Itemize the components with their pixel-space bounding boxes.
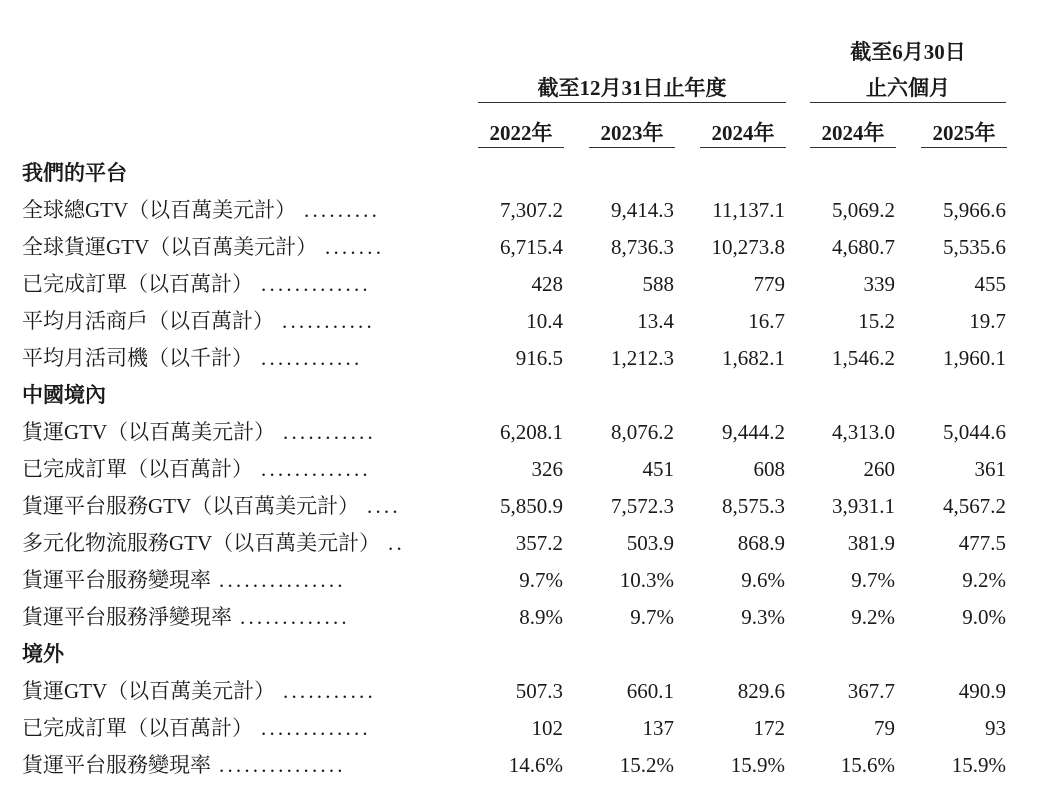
value-cell: 15.9% bbox=[951, 753, 1006, 777]
leader-dots: ....... bbox=[325, 235, 385, 259]
value-cell: 9.3% bbox=[741, 605, 785, 629]
value-cell: 19.7 bbox=[969, 309, 1006, 333]
value-cell: 8,076.2 bbox=[611, 420, 674, 444]
year-header-2023: 2023年 bbox=[600, 121, 664, 145]
value-cell: 10.4 bbox=[526, 309, 563, 333]
section-title: 中國境內 bbox=[22, 383, 106, 407]
value-cell: 15.2 bbox=[858, 309, 895, 333]
leader-dots: ............. bbox=[261, 716, 371, 740]
value-cell: 455 bbox=[974, 272, 1006, 296]
leader-dots: ............... bbox=[219, 568, 346, 592]
leader-dots: ............ bbox=[261, 346, 363, 370]
leader-dots: .... bbox=[367, 494, 401, 518]
value-cell: 9.0% bbox=[962, 605, 1006, 629]
value-cell: 477.5 bbox=[958, 531, 1006, 555]
table-row bbox=[0, 565, 1041, 602]
value-cell: 14.6% bbox=[508, 753, 563, 777]
value-cell: 5,850.9 bbox=[500, 494, 563, 518]
value-cell: 137 bbox=[642, 716, 674, 740]
table-row bbox=[0, 195, 1041, 232]
table-row bbox=[0, 713, 1041, 750]
value-cell: 779 bbox=[753, 272, 785, 296]
value-cell: 260 bbox=[863, 457, 895, 481]
row-label: 已完成訂單（以百萬計） bbox=[22, 457, 253, 481]
year-rule-2025-half bbox=[921, 147, 1007, 148]
value-cell: 10,273.8 bbox=[711, 235, 785, 259]
table-row bbox=[0, 417, 1041, 454]
value-cell: 367.7 bbox=[847, 679, 895, 703]
value-cell: 507.3 bbox=[515, 679, 563, 703]
row-label: 貨運平台服務變現率 bbox=[22, 753, 211, 777]
leader-dots: ............. bbox=[261, 272, 371, 296]
value-cell: 11,137.1 bbox=[712, 198, 785, 222]
value-cell: 13.4 bbox=[637, 309, 674, 333]
row-label: 全球貨運GTV（以百萬美元計） bbox=[22, 235, 318, 259]
value-cell: 381.9 bbox=[847, 531, 895, 555]
table-row bbox=[0, 602, 1041, 639]
value-cell: 829.6 bbox=[737, 679, 785, 703]
row-label: 已完成訂單（以百萬計） bbox=[22, 272, 253, 296]
year-rule-2023 bbox=[589, 147, 675, 148]
year-rule-2024-half bbox=[810, 147, 896, 148]
year-rule-2022 bbox=[478, 147, 564, 148]
value-cell: 361 bbox=[974, 457, 1006, 481]
value-cell: 4,567.2 bbox=[943, 494, 1006, 518]
half-year-header-rule bbox=[810, 102, 1006, 103]
half-year-period-heading-line2: 止六個月 bbox=[866, 76, 950, 100]
table-row bbox=[0, 528, 1041, 565]
section-title: 境外 bbox=[22, 642, 64, 666]
table-row bbox=[0, 491, 1041, 528]
table-row bbox=[0, 343, 1041, 380]
leader-dots: .. bbox=[388, 531, 405, 555]
value-cell: 916.5 bbox=[515, 346, 563, 370]
value-cell: 10.3% bbox=[619, 568, 674, 592]
section-header-row bbox=[0, 639, 1041, 676]
value-cell: 8,575.3 bbox=[722, 494, 785, 518]
year-header-2022: 2022年 bbox=[489, 121, 553, 145]
row-label: 貨運平台服務淨變現率 bbox=[22, 605, 232, 629]
leader-dots: ......... bbox=[304, 198, 381, 222]
row-label: 多元化物流服務GTV（以百萬美元計） bbox=[22, 531, 381, 555]
row-label: 全球總GTV（以百萬美元計） bbox=[22, 198, 297, 222]
value-cell: 93 bbox=[985, 716, 1006, 740]
value-cell: 1,546.2 bbox=[832, 346, 895, 370]
row-label: 貨運平台服務變現率 bbox=[22, 568, 211, 592]
leader-dots: ........... bbox=[282, 309, 375, 333]
value-cell: 9,444.2 bbox=[722, 420, 785, 444]
value-cell: 79 bbox=[874, 716, 895, 740]
section-header-row bbox=[0, 158, 1041, 195]
row-label: 平均月活商戶（以百萬計） bbox=[22, 309, 274, 333]
value-cell: 9.2% bbox=[962, 568, 1006, 592]
value-cell: 7,572.3 bbox=[611, 494, 674, 518]
value-cell: 1,960.1 bbox=[943, 346, 1006, 370]
value-cell: 503.9 bbox=[626, 531, 674, 555]
value-cell: 8,736.3 bbox=[611, 235, 674, 259]
table-row bbox=[0, 750, 1041, 787]
value-cell: 9.2% bbox=[851, 605, 895, 629]
full-year-header-rule bbox=[478, 102, 786, 103]
leader-dots: ............... bbox=[219, 753, 346, 777]
value-cell: 4,680.7 bbox=[832, 235, 895, 259]
leader-dots: ............. bbox=[240, 605, 350, 629]
leader-dots: ........... bbox=[283, 679, 376, 703]
value-cell: 16.7 bbox=[748, 309, 785, 333]
value-cell: 9.7% bbox=[519, 568, 563, 592]
value-cell: 7,307.2 bbox=[500, 198, 563, 222]
value-cell: 3,931.1 bbox=[832, 494, 895, 518]
leader-dots: ............. bbox=[261, 457, 371, 481]
value-cell: 6,208.1 bbox=[500, 420, 563, 444]
value-cell: 428 bbox=[531, 272, 563, 296]
value-cell: 357.2 bbox=[515, 531, 563, 555]
value-cell: 15.6% bbox=[840, 753, 895, 777]
value-cell: 5,535.6 bbox=[943, 235, 1006, 259]
value-cell: 1,682.1 bbox=[722, 346, 785, 370]
value-cell: 102 bbox=[531, 716, 563, 740]
value-cell: 4,313.0 bbox=[832, 420, 895, 444]
year-header-2024: 2024年 bbox=[711, 121, 775, 145]
table-row bbox=[0, 454, 1041, 491]
year-rule-2024 bbox=[700, 147, 786, 148]
section-title: 我們的平台 bbox=[22, 161, 127, 185]
year-header-2025-half: 2025年 bbox=[932, 121, 996, 145]
value-cell: 172 bbox=[753, 716, 785, 740]
half-year-period-heading-line1: 截至6月30日 bbox=[850, 40, 966, 64]
row-label: 平均月活司機（以千計） bbox=[22, 346, 253, 370]
value-cell: 8.9% bbox=[519, 605, 563, 629]
row-label: 已完成訂單（以百萬計） bbox=[22, 716, 253, 740]
leader-dots: ........... bbox=[283, 420, 376, 444]
value-cell: 5,966.6 bbox=[943, 198, 1006, 222]
value-cell: 9.6% bbox=[741, 568, 785, 592]
value-cell: 451 bbox=[642, 457, 674, 481]
value-cell: 660.1 bbox=[626, 679, 674, 703]
full-year-period-heading: 截至12月31日止年度 bbox=[537, 76, 727, 100]
table-row bbox=[0, 232, 1041, 269]
value-cell: 868.9 bbox=[737, 531, 785, 555]
value-cell: 15.9% bbox=[730, 753, 785, 777]
value-cell: 339 bbox=[863, 272, 895, 296]
value-cell: 15.2% bbox=[619, 753, 674, 777]
table-row bbox=[0, 676, 1041, 713]
table-row bbox=[0, 306, 1041, 343]
row-label: 貨運GTV（以百萬美元計） bbox=[22, 420, 276, 444]
value-cell: 326 bbox=[531, 457, 563, 481]
value-cell: 9.7% bbox=[630, 605, 674, 629]
value-cell: 9,414.3 bbox=[611, 198, 674, 222]
year-header-2024-half: 2024年 bbox=[821, 121, 885, 145]
value-cell: 588 bbox=[642, 272, 674, 296]
value-cell: 5,069.2 bbox=[832, 198, 895, 222]
value-cell: 608 bbox=[753, 457, 785, 481]
row-label: 貨運GTV（以百萬美元計） bbox=[22, 679, 276, 703]
value-cell: 490.9 bbox=[958, 679, 1006, 703]
value-cell: 1,212.3 bbox=[611, 346, 674, 370]
value-cell: 6,715.4 bbox=[500, 235, 563, 259]
table-row bbox=[0, 269, 1041, 306]
row-label: 貨運平台服務GTV（以百萬美元計） bbox=[22, 494, 360, 518]
value-cell: 5,044.6 bbox=[943, 420, 1006, 444]
section-header-row bbox=[0, 380, 1041, 417]
value-cell: 9.7% bbox=[851, 568, 895, 592]
